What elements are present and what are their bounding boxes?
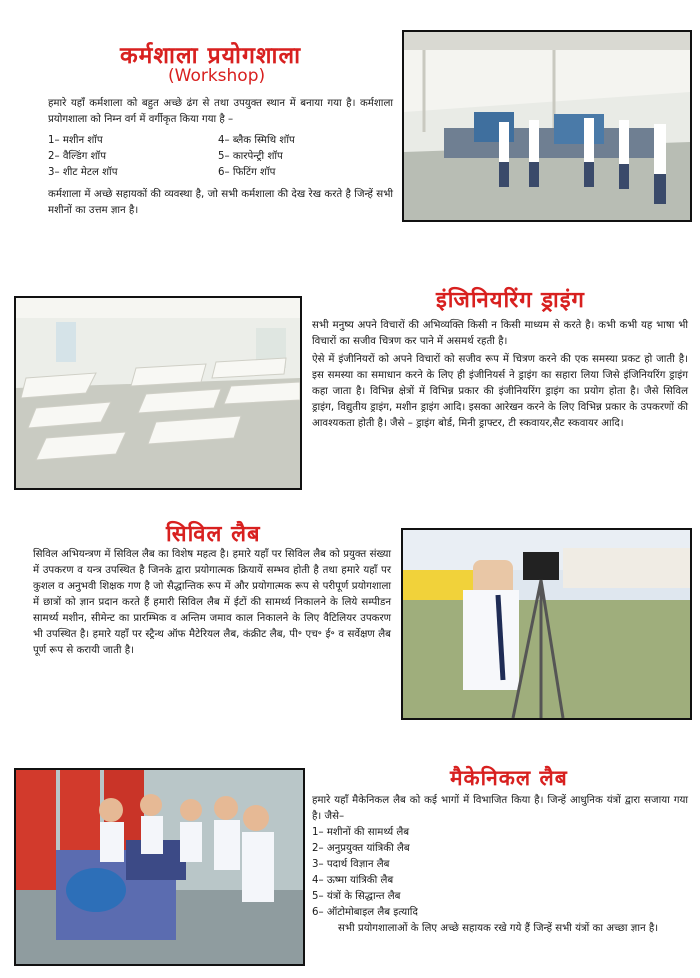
civil-text: सिविल अभियन्त्रण में सिविल लैब का विशेष महत्व है। हमारे यहाँ पर सिविल लैब को प्रयुक्त संख्या में उपकरण व यन्त्र उपस्थित है जिनके द्वारा प्रयोगात्मक क्रियायें सम्भव होती है तथा हमारे यहाँ पर कुशल व अनुभवी शिक्षक गण है जो सैद्धान्तिक रूप में और प्रयोगात्मक रूप से परीपूर्ण प्रयोगशाला में छात्रों को ज्ञान प्रदान करते हैं हमारी सिविल लैब में ईटों की सामर्थ्य निकालने के लिये सम्पीडन सामर्थ्य मशीन, सीमेन्ट का प्रारम्भिक व अन्तिम जमाव काल निकालने के लिए वैटिलियर उपकरण भी उपस्थित है। हमारे यहाँ पर स्ट्रैन्थ ऑफ मैटेरियल लैब, कंक्रीट लैब, पी॰ एच॰ ई॰ व सर्वेक्षण लैब पूर्ण रूप से करायी जाती है।: [33, 549, 391, 656]
workshop-item: 6– फिटिंग शॉप: [218, 167, 276, 178]
workshop-photo: [402, 30, 692, 222]
mechanical-item: 1– मशीनों की सामर्थ्य लैब: [312, 827, 410, 838]
workshop-item: 4– ब्लैक स्मिथि शॉप: [218, 135, 295, 146]
workshop-intro: हमारे यहाँ कर्मशाला को बहुत अच्छे ढंग से तथा उपयुक्त स्थान में बनाया गया है। कर्मशाला प्रयोगशाला को निम्न वर्ग में वर्गीकृत किया गया है –: [48, 98, 393, 125]
workshop-item: 1– मशीन शॉप: [48, 135, 103, 146]
civil-lab-photo-image: [403, 530, 690, 718]
civil-title: सिविल लैब: [166, 522, 261, 547]
mechanical-item: 5– यंत्रों के सिद्धान्त लैब: [312, 891, 401, 902]
mechanical-item: 6– ऑटोमोबाइल लैब इत्यादि: [312, 907, 418, 918]
drawing-paragraph-1: सभी मनुष्य अपने विचारों की अभिव्यक्ति किसी न किसी माध्यम से करते है। कभी कभी यह भाषा भी विचारों का सजीव चित्रण कर पाने में असमर्थ रहती है।: [312, 320, 688, 347]
mechanical-item: 2– अनुप्रयुक्त यांत्रिकी लैब: [312, 843, 410, 854]
drawing-paragraph-2: ऐसे में इंजीनियरों को अपने विचारों को सजीव रूप में चित्रण करने की एक समस्या प्रकट हो जाती है। इस समस्या का समाधान करने के लिए ही इंजीनियर्स ने ड्राइंग का सहारा लिया जिसे इंजिनियरिंग ड्राइंग कहा जाता है। विभिन्न क्षेत्रों में विभिन्न प्रकार की इंजीनियरिंग ड्राइंग का प्रयोग होता है। जैसे सिविल ड्राइंग, विद्युतीय ड्राइंग, मशीन ड्राइंग आदि। इसका आरेखन करने के लिए विभिन्न प्रकार के उपकरणों की आवश्यकता होती है। जैसे – ड्राइंग बोर्ड, मिनी ड्राफ्टर, टी स्कवायर,सैट स्कवायर आदि।: [312, 354, 688, 429]
workshop-outro: कर्मशाला में अच्छे सहायकों की व्यवस्था है, जो सभी कर्मशाला की देख रेख करते है जिन्हें सभी मशीनों का उत्तम ज्ञान है।: [48, 189, 393, 216]
civil-lab-photo: [401, 528, 692, 720]
mechanical-intro: हमारे यहाँ मैकेनिकल लैब को कई भागों में विभाजित किया है। जिन्हें आधुनिक यंत्रों द्वारा सजाया गया है। जैसे–: [312, 795, 688, 822]
mechanical-item: 4– ऊष्मा यांत्रिकी लैब: [312, 875, 394, 886]
workshop-shop-list: [48, 133, 393, 181]
workshop-subtitle: (Workshop): [168, 66, 266, 86]
workshop-item: 2– वैल्डिंग शॉप: [48, 151, 106, 162]
mechanical-lab-photo: [14, 768, 305, 966]
workshop-photo-image: [404, 32, 690, 220]
drawing-hall-photo: [14, 296, 302, 490]
workshop-title: कर्मशाला प्रयोगशाला: [120, 43, 302, 69]
drawing-title: इंजिनियरिंग ड्राइंग: [436, 288, 585, 313]
mechanical-lab-photo-image: [16, 770, 303, 964]
mechanical-lab-list: [312, 825, 688, 921]
workshop-item: 3– शीट मेटल शॉप: [48, 167, 118, 178]
workshop-item: 5– कारपेन्ट्री शॉप: [218, 151, 283, 162]
mechanical-item: 3– पदार्थ विज्ञान लैब: [312, 859, 390, 870]
drawing-hall-photo-image: [16, 298, 300, 488]
mechanical-outro: सभी प्रयोगशालाओं के लिए अच्छे सहायक रखे गये हैं जिन्हें सभी यंत्रों का अच्छा ज्ञान है।: [338, 923, 659, 934]
mechanical-title: मैकेनिकल लैब: [450, 766, 568, 790]
